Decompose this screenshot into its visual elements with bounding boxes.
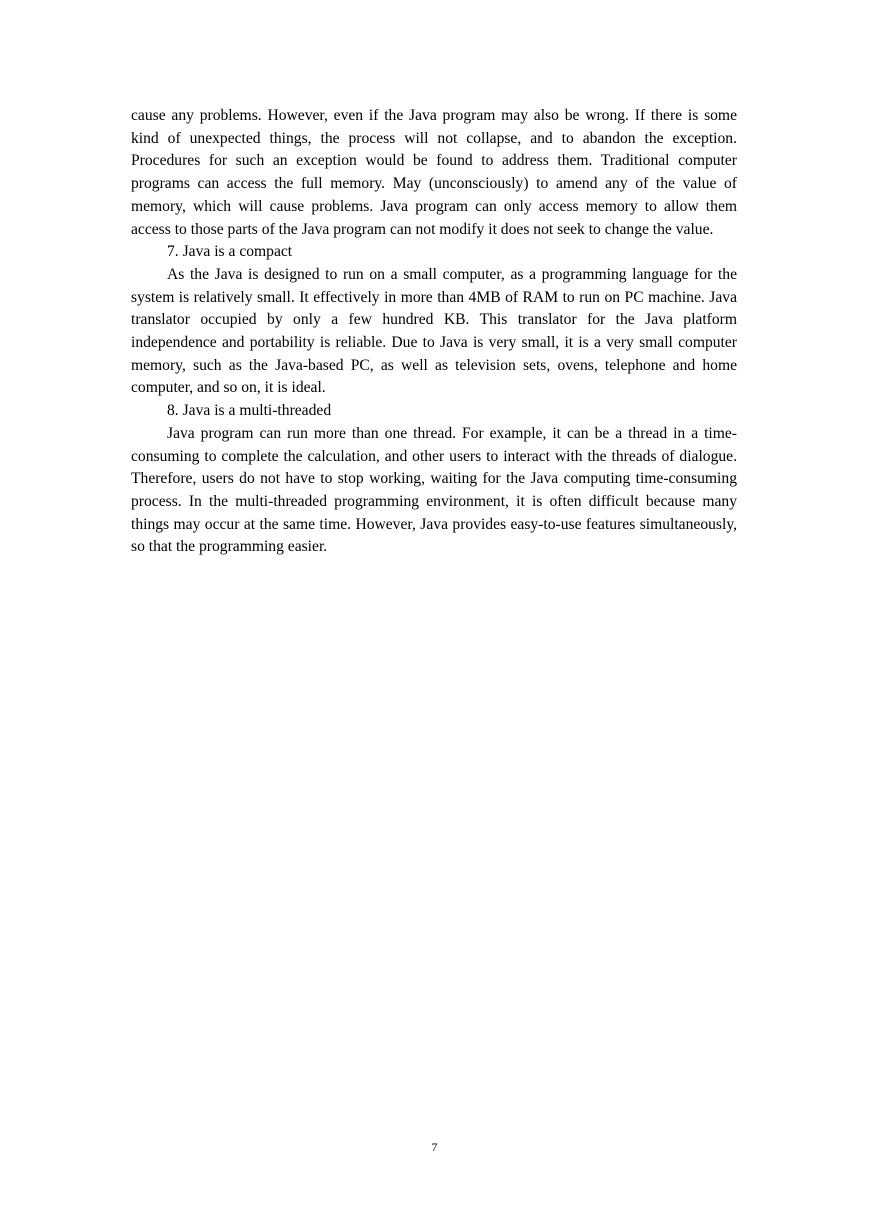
paragraph-multithreaded: Java program can run more than one thread. For example, it can be a thread in a time-consuming to complete the calculation, and other users to interact with the threads of dialogue. Therefore, users do not have to stop working, waiting for the Java computing time-consuming process. In the multi-threaded programming environment, it is often difficult because many things may occur at the same time. However, Java provides easy-to-use features simultaneously, so that the programming easier.	[131, 424, 737, 556]
section-heading-multithreaded: 8. Java is a multi-threaded	[167, 402, 332, 420]
section-heading-compact: 7. Java is a compact	[167, 243, 293, 261]
page-number: 7	[431, 1140, 438, 1154]
paragraph-compact: As the Java is designed to run on a small computer, as a programming language for the system is relatively small. It effectively in more than 4MB of RAM to run on PC machine. Java translator occupied by only a few hundred KB. This translator for the Java platform independence and portability is reliable. Due to Java is very small, it is a very small computer memory, such as the Java-based PC, as well as television sets, ovens, telephone and home computer, and so on, it is ideal.	[131, 265, 737, 397]
paragraph-exceptions-memory: cause any problems. However, even if the Java program may also be wrong. If there is some kind of unexpected things, the process will not collapse, and to abandon the exception. Procedures for such an exception would be found to address them. Traditional computer programs can access the full memory. May (unconsciously) to amend any of the value of memory, which will cause problems. Java program can only access memory to allow them access to those parts of the Java program can not modify it does not seek to change the value.	[131, 107, 737, 238]
body-text	[131, 105, 737, 559]
